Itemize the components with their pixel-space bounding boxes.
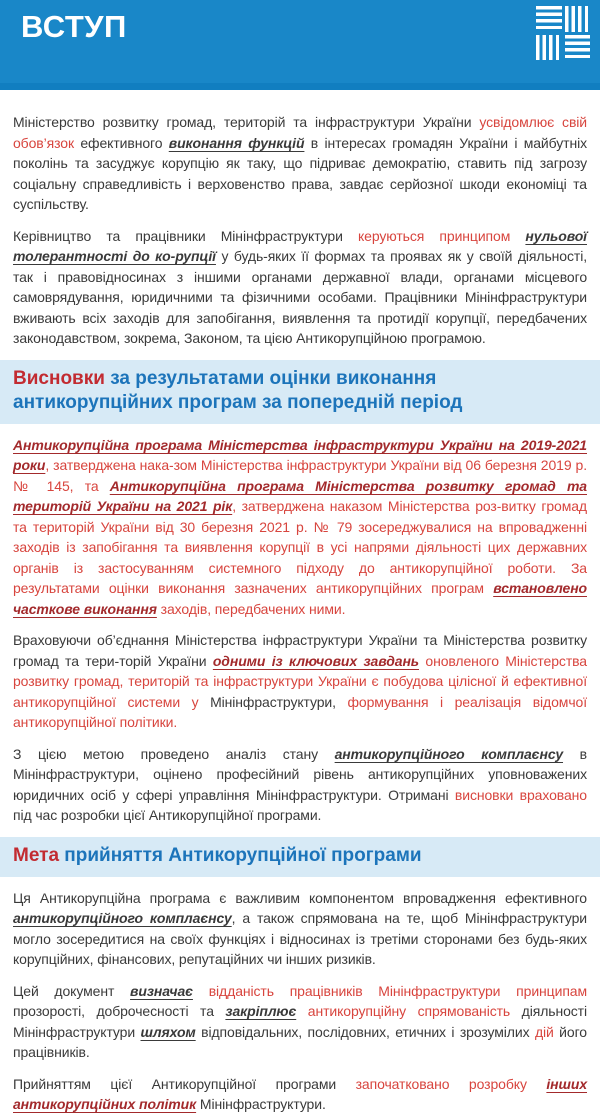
text-run: Антикорупційна програма Міністерства інфраструктури України на 2019-2021 роки <box>13 436 587 473</box>
document-body <box>0 90 600 1115</box>
text-run: виконання функцій <box>168 134 305 151</box>
paragraph <box>13 630 587 733</box>
text-run: Мета <box>13 844 60 866</box>
ministry-logo <box>536 6 590 60</box>
text-run: антикорупційну спрямованість <box>296 1003 511 1019</box>
paragraph <box>13 744 587 826</box>
text-run: у будь-яких її формах та проявах як у своїй діяльності, так і правовідносинах з іншими органами державної влади, органами місцевого самоврядування, юридичними та фізичними особами. Працівники Мінінфраструктури вживають всіх заходів для запобігання, виявлення та протидії корупції, передбачених законодавством, зокрема, Законом, та цією Антикорупційною програмою. <box>13 248 587 346</box>
text-run: З цією метою проведено аналіз стану <box>13 745 335 762</box>
text-run: Міністерство розвитку громад, територій та інфраструктури України <box>13 114 480 130</box>
paragraph <box>13 435 587 620</box>
logo-stripes-top-left <box>536 6 562 32</box>
text-run: керуються принципом <box>357 227 526 244</box>
text-run: дій <box>534 1023 554 1040</box>
text-run: нульової толерантності до ко-рупції <box>13 227 587 264</box>
text-run: шляхом <box>140 1023 196 1040</box>
text-run: відповідальних, послідовних, етичних і зрозумілих <box>195 1023 535 1040</box>
text-run: в інтересах громадян України і майбутніх поколінь та засуджує корупцію як таку, що підриває демократію, ставить під загрозу соціальну справедливість і верховенство права, завдає серйозної шкоди економіці та суспільству. <box>13 134 587 212</box>
page-title: ВСТУП <box>21 9 127 44</box>
text-run: під час розробки цієї Антикорупційної програми. <box>13 807 322 823</box>
paragraph <box>13 226 587 349</box>
page-header-banner <box>0 0 600 90</box>
text-run: , а також спрямована на те, щоб Мінінфраструктури могло зосередитися на своїх функціях і відносинах із третіми сторонами без будь-яких корупційних, фінансових, репутаційних чи інших ризиків. <box>13 910 587 967</box>
text-run: антикорупційного комплаєнсу <box>13 910 232 926</box>
section-heading <box>0 360 600 424</box>
text-run: в Мінінфраструктури, оцінено професійний рівень антикорупційних уповноважених юридичних осіб у сфері управління Мінінфраструктури. Отримані <box>13 745 587 803</box>
text-run: Керівництво та працівники Мінінфраструктури <box>13 227 358 244</box>
logo-stripes-bottom-right <box>565 35 591 61</box>
text-run: ефективного <box>74 134 169 151</box>
text-run: , затверджена нака-зом Міністерства інфраструктури України від 06 березня 2019 р. № 145, та <box>13 457 587 494</box>
paragraph <box>13 112 587 215</box>
text-run: Мінінфраструктури, <box>210 693 348 710</box>
paragraph <box>13 981 587 1063</box>
text-run: Мінінфраструктури. <box>196 1096 326 1112</box>
text-run: діяльності Мінінфраструктури <box>13 1003 587 1040</box>
text-run: встановлено часткове виконання <box>13 580 587 617</box>
text-run: заходів, передбачених ними. <box>156 600 346 617</box>
text-run: Висновки <box>13 367 105 389</box>
text-run: Враховуючи об’єднання Міністерства інфраструктури України та Міністерства розвитку громад та тери-торій України <box>13 632 587 669</box>
text-run: антикорупційного комплаєнсу <box>334 745 564 762</box>
text-run: усвідомлює свій обов’язок <box>13 114 588 151</box>
text-run: закріплює <box>225 1003 297 1019</box>
text-run: , затверджена наказом Міністерства роз-витку громад та територій України від 30 березня 2021 р. № 79 зосереджувалися на впровадженні заходів із запобігання та виявлення корупції в усі напрями діяльності цих державних органів із застосуванням системного підходу до антикорупційної роботи. За результатами оцінки виконання зазначених антикорупційних програм <box>13 498 587 596</box>
text-run: започатковано розробку <box>355 1075 547 1092</box>
text-run: його працівників. <box>13 1023 587 1060</box>
text-run: за результатами оцінки виконання антикорупційних програм за попередній період <box>13 367 463 413</box>
text-run: висновки враховано <box>454 786 587 803</box>
text-run: оновленого Міністерства розвитку громад, територій та інфраструктури України є побудова цілісної й ефективної антикорупційної системи у <box>13 652 587 710</box>
text-run: одними із ключових завдань <box>212 652 420 669</box>
text-run: інших антикорупційних політик <box>13 1075 588 1112</box>
text-run: Антикорупційна програма Міністерства розвитку громад та територій України на 2021 рік <box>13 477 587 514</box>
text-run: визначає <box>130 982 193 999</box>
text-run: Прийняттям цієї Антикорупційної програми <box>13 1075 356 1092</box>
text-run: прийняття Антикорупційної програми <box>59 844 422 866</box>
text-run: Ця Антикорупційна програма є важливим компонентом впровадження ефективного <box>13 889 587 906</box>
paragraph <box>13 888 587 970</box>
logo-stripes-bottom-left <box>536 35 562 61</box>
text-run: відданість працівників Мінінфраструктури принципам <box>192 982 588 999</box>
logo-stripes-top-right <box>565 6 591 32</box>
text-run: прозорості, доброчесності та <box>13 1003 226 1019</box>
text-run: формування і реалізація відомчої антикорупційної політики. <box>13 693 587 730</box>
section-heading <box>0 837 600 877</box>
text-run: Цей документ <box>13 982 131 999</box>
paragraph <box>13 1074 587 1115</box>
